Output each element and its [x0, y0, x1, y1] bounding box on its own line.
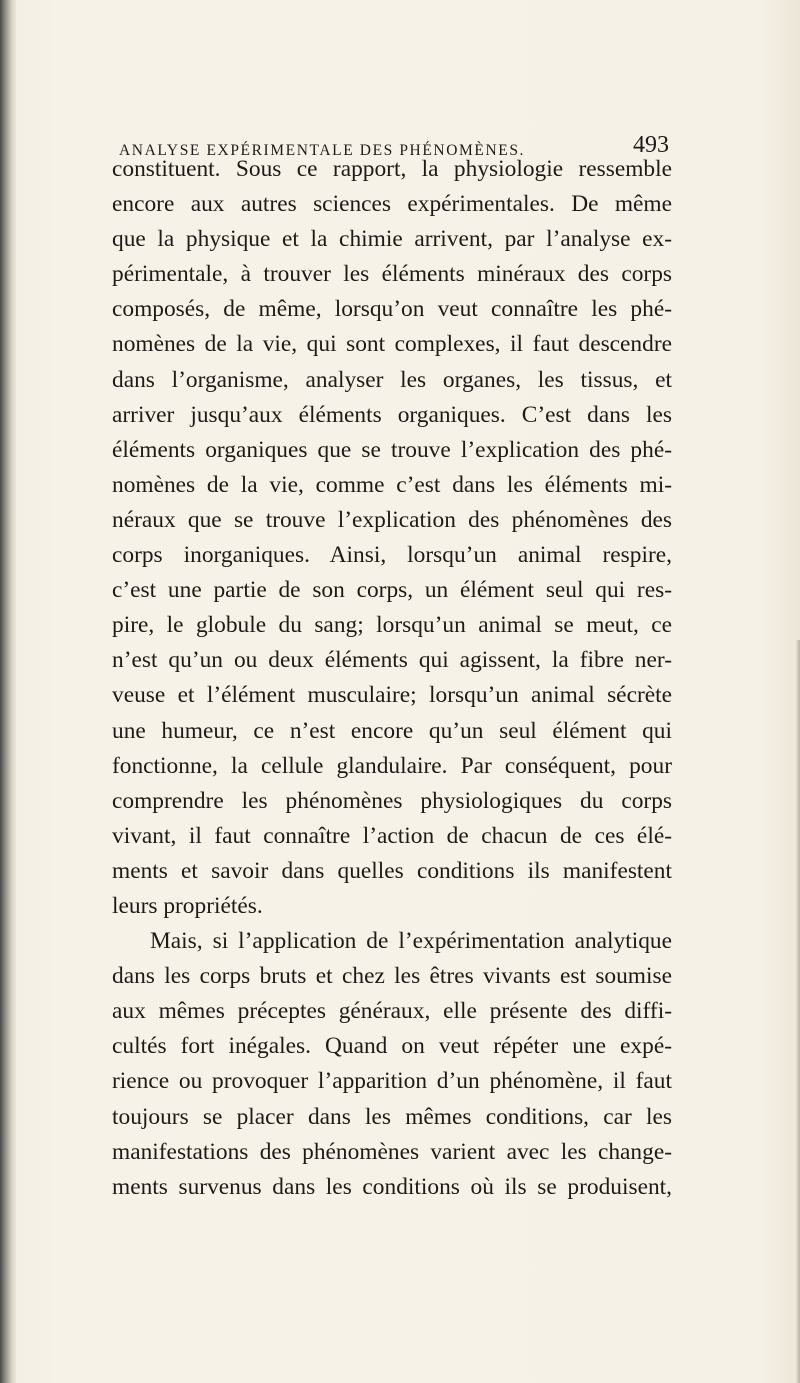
text-line: arriver jusqu’aux éléments organiques. C’est dans les	[112, 401, 672, 428]
text-line: une humeur, ce n’est encore qu’un seul élément qui	[112, 717, 672, 744]
text-line: constituent. Sous ce rapport, la physiologie ressemble	[112, 156, 672, 182]
text-line: fonctionne, la cellule glandulaire. Par conséquent, pour	[112, 752, 672, 779]
running-head: ANALYSE EXPÉRIMENTALE DES PHÉNOMÈNES.	[119, 142, 526, 159]
text-line: c’est une partie de son corps, un élément seul qui res-	[112, 577, 672, 604]
text-line: aux mêmes préceptes généraux, elle présente des diffi-	[112, 998, 672, 1025]
text-line: dans les corps bruts et chez les êtres vivants est soumise	[112, 963, 672, 990]
text-line: vivant, il faut connaître l’action de chacun de ces élé-	[112, 822, 672, 849]
text-line: que la physique et la chimie arrivent, par l’analyse ex-	[112, 226, 672, 253]
text-line: corps inorganiques. Ainsi, lorsqu’un animal respire,	[112, 542, 672, 569]
text-line: ments survenus dans les conditions où ils se produisent,	[112, 1173, 672, 1200]
text-line: manifestations des phénomènes varient avec les change-	[112, 1138, 672, 1165]
page-number: 493	[633, 132, 669, 158]
page-gutter	[0, 0, 16, 1383]
text-line: veuse et l’élément musculaire; lorsqu’un animal sécrète	[112, 682, 672, 709]
paragraph-end-line: leurs propriétés.	[112, 892, 263, 919]
text-line: ments et savoir dans quelles conditions ils manifestent	[112, 857, 672, 884]
text-line: nomènes de la vie, comme c’est dans les éléments mi-	[112, 471, 672, 498]
paragraph-start-line: Mais, si l’application de l’expérimentation analytique	[150, 928, 672, 955]
text-line: périmentale, à trouver les éléments minéraux des corps	[112, 261, 672, 288]
text-line: pire, le globule du sang; lorsqu’un animal se meut, ce	[112, 612, 672, 639]
text-line: éléments organiques que se trouve l’explication des phé-	[112, 436, 672, 463]
text-line: rience ou provoquer l’apparition d’un phénomène, il faut	[112, 1068, 672, 1095]
text-line: nomènes de la vie, qui sont complexes, il faut descendre	[112, 331, 672, 358]
text-line: comprendre les phénomènes physiologiques du corps	[112, 787, 672, 814]
text-line: toujours se placer dans les mêmes conditions, car les	[112, 1103, 672, 1130]
text-line: dans l’organisme, analyser les organes, les tissus, et	[112, 366, 672, 393]
text-line: néraux que se trouve l’explication des phénomènes des	[112, 506, 672, 533]
text-line: composés, de même, lorsqu’on veut connaître les phé-	[112, 296, 672, 323]
text-line: cultés fort inégales. Quand on veut répéter une expé-	[112, 1033, 672, 1060]
body-text	[112, 152, 672, 1205]
text-line: encore aux autres sciences expérimentales. De même	[112, 191, 672, 218]
page-edge	[796, 640, 800, 1383]
text-line: n’est qu’un ou deux éléments qui agissent, la fibre ner-	[112, 647, 672, 674]
